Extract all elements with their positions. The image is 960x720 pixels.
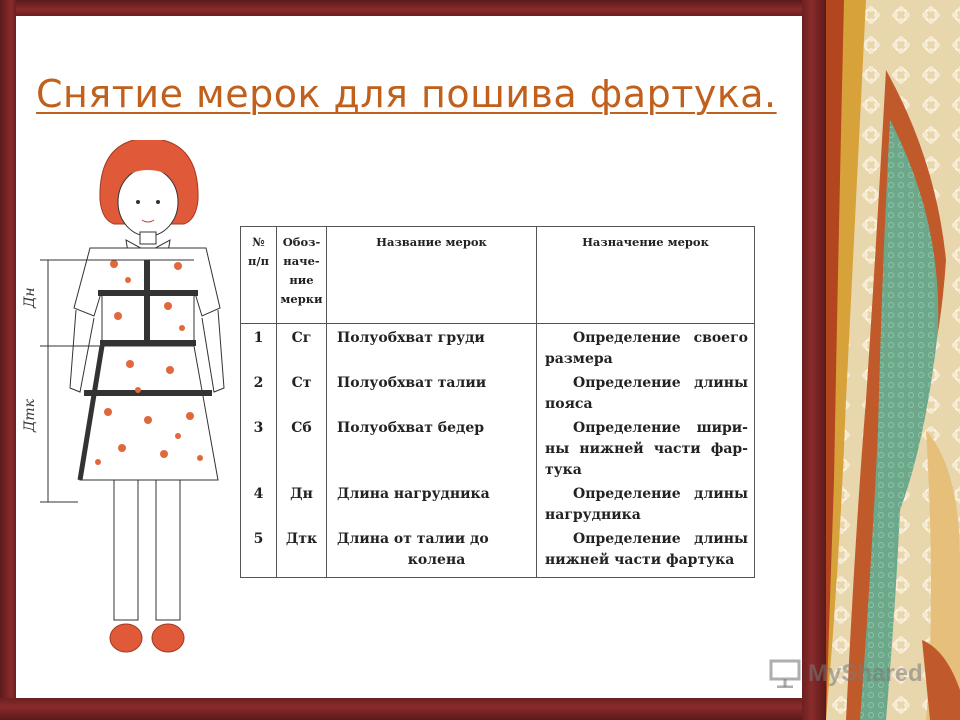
header-number xyxy=(241,227,277,324)
row-purpose-line: Определение своего xyxy=(573,330,748,346)
row-number: 1 xyxy=(253,330,264,346)
header-symbol-line: мерки xyxy=(280,292,323,306)
row-purpose-line: Определение длины xyxy=(573,375,748,391)
label-waist-knee: Дтк xyxy=(22,398,38,432)
row-name: Полуобхват талии xyxy=(337,375,487,391)
row-symbol: Дтк xyxy=(285,531,318,547)
row-name-line: Длина от талии до xyxy=(337,531,489,547)
row-number: 4 xyxy=(253,486,264,502)
measurements-table xyxy=(240,226,755,578)
row-purpose-line: Определение длины xyxy=(573,531,748,547)
watermark-text: MyShared xyxy=(808,660,923,687)
slide-frame-top xyxy=(0,0,826,16)
row-purpose-line: Определение длины xyxy=(573,486,748,502)
row-purpose-line: размера xyxy=(545,351,613,367)
cell-numbers xyxy=(241,324,277,578)
row-purpose-line: нагрудника xyxy=(545,507,641,523)
slide-frame-left xyxy=(0,0,16,720)
girl-measurement-illustration xyxy=(18,140,240,680)
row-purpose xyxy=(545,529,748,574)
row-purpose-line: нижней части фартука xyxy=(545,552,735,568)
row-number: 2 xyxy=(253,375,264,391)
slide-frame-bottom xyxy=(0,698,826,720)
header-symbol-line: ние xyxy=(289,273,314,287)
header-number-line: п/п xyxy=(247,254,270,268)
row-purpose xyxy=(545,328,748,373)
header-number-line: № xyxy=(252,235,265,249)
row-symbol: Ст xyxy=(291,375,312,391)
slide-title: Снятие мерок для пошива фартука. xyxy=(36,72,777,116)
row-purpose-line: Определение шири- xyxy=(573,420,748,436)
label-chest-length: Дн xyxy=(22,287,38,308)
row-symbol: Сг xyxy=(291,330,312,346)
presentation-icon xyxy=(768,658,802,688)
header-purpose: Назначение мерок xyxy=(537,227,755,324)
watermark xyxy=(768,656,948,692)
row-symbol: Сб xyxy=(291,420,312,436)
header-symbol-line: Обоз- xyxy=(282,235,321,249)
row-name: Полуобхват бедер xyxy=(337,420,485,436)
row-purpose xyxy=(545,418,748,484)
row-number: 3 xyxy=(253,420,264,436)
header-symbol-line: наче- xyxy=(283,254,320,268)
row-name xyxy=(337,529,536,574)
cell-purposes xyxy=(537,324,755,578)
row-purpose xyxy=(545,373,748,418)
row-name: Полуобхват груди xyxy=(337,330,485,346)
row-purpose-line: пояса xyxy=(545,396,593,412)
row-purpose-line: ны нижней части фар- xyxy=(545,441,748,457)
header-symbol xyxy=(277,227,327,324)
row-name-line: колена xyxy=(407,552,466,568)
slide-frame-right xyxy=(802,0,826,720)
decorative-side-panel xyxy=(826,0,960,720)
table-header-row xyxy=(241,227,755,324)
row-name: Длина нагрудника xyxy=(337,486,490,502)
row-symbol: Дн xyxy=(290,486,313,502)
table-row xyxy=(241,324,755,578)
row-number: 5 xyxy=(253,531,264,547)
header-name: Название мерок xyxy=(327,227,537,324)
cell-names xyxy=(327,324,537,578)
row-purpose xyxy=(545,484,748,529)
cell-symbols xyxy=(277,324,327,578)
row-purpose-line: тука xyxy=(545,462,582,478)
